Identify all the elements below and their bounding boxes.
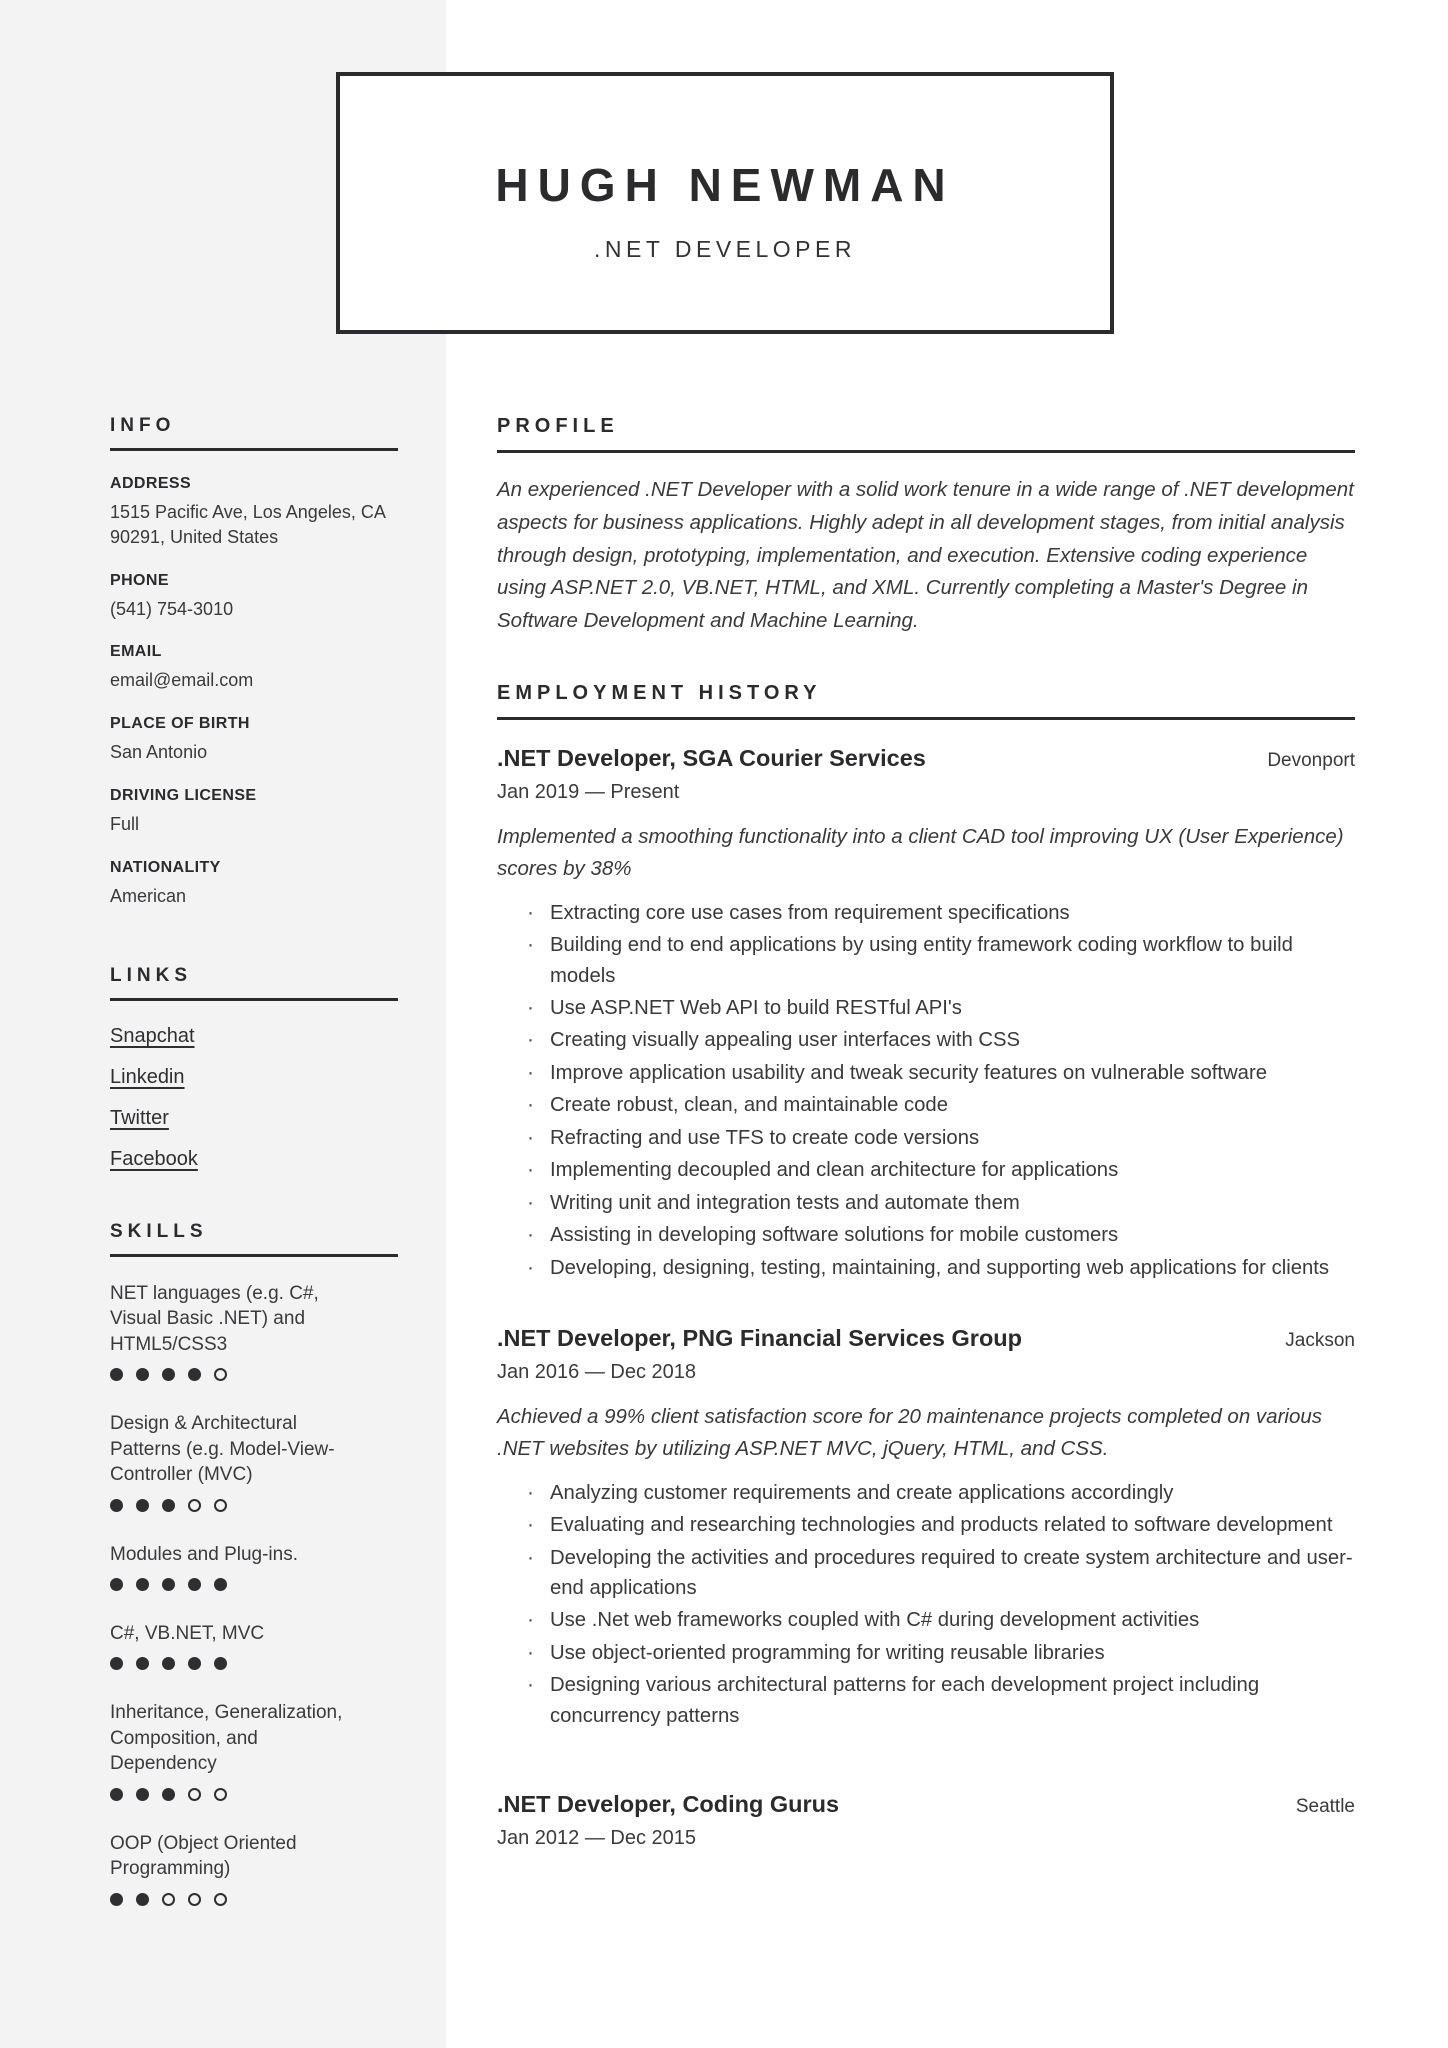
rating-dot-filled bbox=[162, 1499, 175, 1512]
skill-name: C#, VB.NET, MVC bbox=[110, 1622, 265, 1644]
skill-rating bbox=[110, 1578, 360, 1591]
candidate-role: .NET DEVELOPER bbox=[594, 235, 856, 262]
links-section bbox=[110, 965, 398, 1171]
bullet-item: · Developing the activities and procedures required to create system architecture and user-end applications bbox=[527, 1543, 1355, 1604]
skill-item bbox=[110, 1621, 360, 1670]
skill-rating bbox=[110, 1788, 360, 1801]
rating-dot-filled bbox=[162, 1368, 175, 1381]
job-location: Devonport bbox=[1267, 749, 1355, 771]
social-link-linkedin[interactable]: Linkedin bbox=[110, 1065, 185, 1088]
info-fields bbox=[110, 475, 398, 909]
info-field bbox=[110, 643, 398, 693]
links-list bbox=[110, 1025, 398, 1171]
candidate-name: HUGH NEWMAN bbox=[495, 158, 955, 211]
skill-rating bbox=[110, 1657, 360, 1670]
job-bullets bbox=[527, 1478, 1355, 1732]
social-link-snapchat[interactable]: Snapchat bbox=[110, 1024, 195, 1047]
main-column bbox=[497, 415, 1355, 1850]
bullet-item: · Creating visually appealing user interfaces with CSS bbox=[527, 1025, 1355, 1055]
job-head bbox=[497, 1325, 1355, 1352]
bullet-item: · Improve application usability and tweak security features on vulnerable software bbox=[527, 1058, 1355, 1088]
skill-item bbox=[110, 1700, 360, 1800]
rating-dot-filled bbox=[188, 1578, 201, 1591]
rating-dot-empty bbox=[188, 1893, 201, 1906]
info-field-value: San Antonio bbox=[110, 742, 208, 763]
rating-dot-filled bbox=[188, 1657, 201, 1670]
skill-item bbox=[110, 1542, 360, 1591]
rating-dot-filled bbox=[110, 1657, 123, 1670]
social-link-twitter[interactable]: Twitter bbox=[110, 1106, 169, 1129]
job-entry bbox=[497, 1791, 1355, 1850]
rating-dot-filled bbox=[136, 1368, 149, 1381]
bullet-item: · Evaluating and researching technologies and products related to software development bbox=[527, 1510, 1355, 1540]
bullet-item: · Implementing decoupled and clean architecture for applications bbox=[527, 1155, 1355, 1185]
rating-dot-filled bbox=[136, 1657, 149, 1670]
job-head bbox=[497, 1791, 1355, 1818]
rating-dot-empty bbox=[214, 1499, 227, 1512]
job-dates: Jan 2019 — Present bbox=[497, 780, 680, 803]
profile-section bbox=[497, 415, 1355, 638]
rating-dot-filled bbox=[136, 1499, 149, 1512]
bullet-item: · Designing various architectural patterns for each development project including concurrency patterns bbox=[527, 1670, 1355, 1731]
rating-dot-filled bbox=[136, 1893, 149, 1906]
job-entry bbox=[497, 745, 1355, 1283]
bullet-item: · Developing, designing, testing, maintaining, and supporting web applications for clients bbox=[527, 1253, 1355, 1283]
info-field-label: NATIONALITY bbox=[110, 858, 221, 876]
info-field bbox=[110, 572, 398, 622]
skill-name: OOP (Object Oriented Programming) bbox=[110, 1832, 297, 1880]
rating-dot-filled bbox=[110, 1499, 123, 1512]
bullet-item: · Assisting in developing software solutions for mobile customers bbox=[527, 1220, 1355, 1250]
bullet-item: · Extracting core use cases from requirement specifications bbox=[527, 898, 1355, 928]
skills-list bbox=[110, 1281, 398, 1906]
skill-item bbox=[110, 1281, 360, 1381]
info-field-value: Full bbox=[110, 814, 140, 835]
job-bullets bbox=[527, 898, 1355, 1283]
social-link-facebook[interactable]: Facebook bbox=[110, 1147, 198, 1170]
rating-dot-filled bbox=[110, 1788, 123, 1801]
profile-text: An experienced .NET Developer with a solid work tenure in a wide range of .NET development aspects for business applications. Highly adept in all development stages, from initial analysis through design, prototyping, implementation, and execution. Extensive coding experience using ASP.NET 2.0, VB.NET, HTML, and XML. Currently completing a Master's Degree in Software Development and Machine Learning. bbox=[497, 478, 1354, 633]
bullet-item: · Use .Net web frameworks coupled with C# during development activities bbox=[527, 1605, 1355, 1635]
job-dates: Jan 2016 — Dec 2018 bbox=[497, 1360, 697, 1383]
rating-dot-empty bbox=[188, 1499, 201, 1512]
links-heading: LINKS bbox=[110, 965, 398, 1001]
skill-rating bbox=[110, 1499, 360, 1512]
job-head bbox=[497, 745, 1355, 772]
bullet-item: · Writing unit and integration tests and automate them bbox=[527, 1188, 1355, 1218]
bullet-item: · Building end to end applications by using entity framework coding workflow to build models bbox=[527, 930, 1355, 991]
job-location: Jackson bbox=[1285, 1329, 1355, 1351]
bullet-item: · Create robust, clean, and maintainable code bbox=[527, 1090, 1355, 1120]
employment-section bbox=[497, 682, 1355, 1850]
rating-dot-filled bbox=[188, 1368, 201, 1381]
rating-dot-empty bbox=[162, 1893, 175, 1906]
rating-dot-filled bbox=[214, 1578, 227, 1591]
info-field-value: (541) 754-3010 bbox=[110, 598, 234, 619]
rating-dot-empty bbox=[188, 1788, 201, 1801]
job-dates: Jan 2012 — Dec 2015 bbox=[497, 1827, 697, 1850]
info-field-label: ADDRESS bbox=[110, 475, 192, 492]
bullet-item: · Analyzing customer requirements and create applications accordingly bbox=[527, 1478, 1355, 1508]
rating-dot-empty bbox=[214, 1368, 227, 1381]
info-field-value: email@email.com bbox=[110, 670, 254, 691]
rating-dot-filled bbox=[136, 1578, 149, 1591]
job-title: .NET Developer, Coding Gurus bbox=[497, 1791, 840, 1818]
bullet-item: · Refracting and use TFS to create code versions bbox=[527, 1123, 1355, 1153]
rating-dot-empty bbox=[214, 1893, 227, 1906]
info-field-value: 1515 Pacific Ave, Los Angeles, CA 90291, United States bbox=[110, 502, 385, 547]
job-title: .NET Developer, PNG Financial Services Group bbox=[497, 1324, 1023, 1351]
bullet-item: · Use object-oriented programming for writing reusable libraries bbox=[527, 1638, 1355, 1668]
info-section bbox=[110, 415, 398, 909]
rating-dot-filled bbox=[214, 1657, 227, 1670]
job-summary: Implemented a smoothing functionality into a client CAD tool improving UX (User Experience) scores by 38% bbox=[497, 824, 1344, 881]
jobs-list bbox=[497, 745, 1355, 1850]
rating-dot-filled bbox=[110, 1368, 123, 1381]
info-field-label: DRIVING LICENSE bbox=[110, 787, 257, 805]
job-entry bbox=[497, 1325, 1355, 1731]
profile-heading: PROFILE bbox=[497, 415, 1355, 453]
rating-dot-filled bbox=[162, 1657, 175, 1670]
skills-section bbox=[110, 1221, 398, 1906]
rating-dot-filled bbox=[110, 1578, 123, 1591]
skill-item bbox=[110, 1411, 360, 1511]
job-title: .NET Developer, SGA Courier Services bbox=[497, 744, 926, 771]
skill-name: Design & Architectural Patterns (e.g. Model-View-Controller (MVC) bbox=[110, 1413, 335, 1486]
skill-rating bbox=[110, 1368, 360, 1381]
skill-item bbox=[110, 1831, 360, 1906]
rating-dot-empty bbox=[214, 1788, 227, 1801]
skills-heading: SKILLS bbox=[110, 1221, 398, 1257]
info-field bbox=[110, 859, 398, 909]
skill-name: Modules and Plug-ins. bbox=[110, 1543, 298, 1565]
header-box bbox=[336, 72, 1114, 334]
info-field-label: EMAIL bbox=[110, 643, 162, 661]
info-heading: INFO bbox=[110, 415, 398, 451]
info-field-label: PLACE OF BIRTH bbox=[110, 715, 250, 733]
rating-dot-filled bbox=[110, 1893, 123, 1906]
info-field bbox=[110, 475, 398, 550]
rating-dot-filled bbox=[162, 1578, 175, 1591]
sidebar bbox=[110, 415, 398, 1936]
skill-name: NET languages (e.g. C#, Visual Basic .NET) and HTML5/CSS3 bbox=[110, 1282, 319, 1355]
info-field bbox=[110, 787, 398, 837]
info-field-label: PHONE bbox=[110, 571, 169, 589]
employment-heading: EMPLOYMENT HISTORY bbox=[497, 682, 1355, 720]
info-field bbox=[110, 715, 398, 765]
rating-dot-filled bbox=[136, 1788, 149, 1801]
skill-name: Inheritance, Generalization, Composition, and Dependency bbox=[110, 1702, 343, 1775]
info-field-value: American bbox=[110, 885, 187, 906]
bullet-item: · Use ASP.NET Web API to build RESTful API's bbox=[527, 993, 1355, 1023]
skill-rating bbox=[110, 1893, 360, 1906]
job-summary: Achieved a 99% client satisfaction score for 20 maintenance projects completed on various .NET websites by utilizing ASP.NET MVC, jQuery, HTML, and CSS. bbox=[497, 1404, 1323, 1461]
job-location: Seattle bbox=[1295, 1796, 1355, 1818]
rating-dot-filled bbox=[162, 1788, 175, 1801]
